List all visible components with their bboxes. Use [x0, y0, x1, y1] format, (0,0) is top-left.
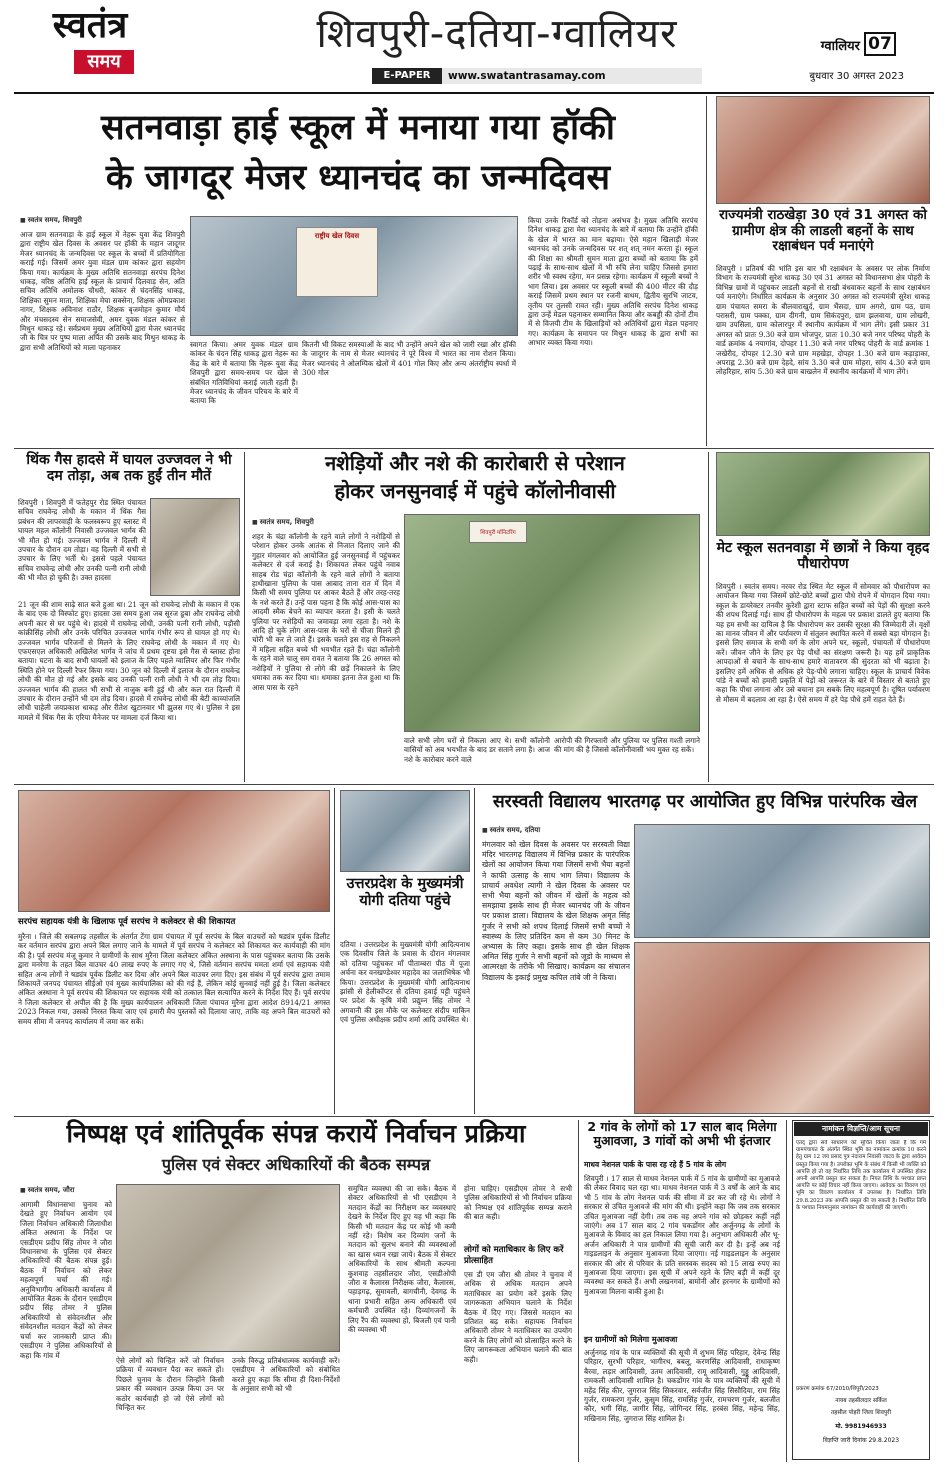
story3-photo [150, 498, 240, 596]
story3-body1: शिवपुरी । शिवपुरी में फतेहपुर रोड स्थित पंचायत सचिव राघवेन्द्र लोधी के मकान में थिंक गैस प्रबंधन की लापरवाही के फलस्वरूप हुए ब्लास्ट में घायल महल कॉलोनी निवासी उज्जवल भार्गव की भी मौत हो गई। उज्जवल भार्गव ने दिल्ली में उपचार के दौरान दम तोड़ा। वह दिल्ली में सभी से उपचार के लिए भर्ती थे। इससे पहले पंचायत सचिव राघवेन्द्र लोधी और उनकी पत्नी रानी लोधी की भी मौत हो चुकी है। उक्त हादसा [18, 498, 146, 583]
notice-signature: तहसील पोहरी जिला शिवपुरी [830, 1410, 892, 1416]
story10-subhead2: इन ग्रामीणों को मिलेगा मुआवजा [584, 1335, 678, 1344]
story7-body: दतिया । उत्तरप्रदेश के मुख्यमंत्री योगी आदित्यनाथ एक दिवसीय जिले के प्रवास के दौरान मंगलवार को दतिया पहुंचकर माँ पीताम्बरा पीठ में पूजा अर्चना कर वनखण्डेश्वर महादेव का जलाभिषेक भी किया। उत्तरप्रदेश के मुख्यमंत्री योगी आदित्यनाथ झांसी से हेलीकॉप्टर से दतिया हवाई पट्टी पहुंचने पर प्रदेश के कृषि मंत्री प्रद्युम्न सिंह तोमर ने अगवानी की इस मौके पर कलेक्टर संदीप माकिन एवं पुलिस अधीक्षक प्रदीप शर्मा आदि उपस्थित थे। [340, 940, 470, 1025]
notice-body: एतद् द्वारा सर्व साधारण को सूचित किया जाता है कि गर्म ग्रामपंचायत के अंतर्गत स्थित भूमि का नामांकन क्रमांक 10 करने हेतु ग्राम 12 जय प्रसाद पुत्र नंदाराम निवासी जाटव के द्वारा आवेदन प्रस्तुत किया गया है। उपरोक्त भूमि के संबंध में किसी भी व्यक्ति को आपत्ति हो तो वह निर्धारित तिथि तक कार्यालय में उपस्थित होकर अपनी आपत्ति प्रस्तुत कर सकता है। नियत तिथि के पश्चात प्राप्त आपत्ति पर कोई विचार नहीं किया जाएगा। आवेदक का विवरण एवं भूमि का विवरण कार्यालय में उपलब्ध है। निर्धारित तिथि 29.8.2023 तक आपत्ति प्रस्तुत की जा सकती है। निर्धारित तिथि के पश्चात नियमानुसार नामांकन की कार्यवाही की जाएगी। [796, 1140, 926, 1211]
logo [28, 6, 152, 80]
story4-headline-line1: नशेड़ियों और नशे की कारोबारी से परेशान [325, 451, 625, 475]
story4-col1: शहर के चंद्रा कॉलोनी के रहने वाले लोगों ने नशेड़ियों से परेशान होकर उनके आतंक से निजात दिलाए जाने की गुहार मंगलवार को आयोजित हुई जनसुनवाई में पहुंचकर कलेक्टर से दर्ज कराई है। शिकायत लेकर पहुंचे नवाब साहब रोड चंद्रा कॉलोनी के रहने वाले लोगों ने बताया हाथीखाना पुलिया के पास आबाद ताना रात में दिन में किसी भी समय पुलिया पर आकर बैठते हैं और तरह-तरह के नशे करते हैं। उन्हें पास पहना है कि कोई आस-पास का आदमी स्मैक बेचने का व्यापार करता है। इसी के चलते पुलिया पर नशेड़ियों का जमावड़ा लगा रहता है। नशे के आदि हो चुके लोग आस-पास के घरों से चीजा मिलने ही चोरी भी कर ले जाते हैं। इसके चलते इस राह से निकलने में महिला सहित बच्चे भी भयभीत रहते हैं। चंद्रा कॉलोनी के रहने वाले चालू सम रावत ने बताया कि 26 अगस्त को नशेड़ियों ने पुलिया से लोगे की छड़ें निकालने के लिए धमाका तक कर दिया था। धमाका इतना तेज हुआ था कि आस पास के रहने [252, 532, 400, 692]
story3-headline: थिंक गैस हादसे में घायल उज्जवल ने भी दम तोड़ा, अब तक हुईं तीन मौतें [26, 452, 232, 485]
logo-top-text: स्वतंत्र [52, 5, 128, 46]
city-label: ग्वालियर [820, 39, 860, 54]
story1-byline: ■ स्वतंत्र समय, शिवपुरी [20, 216, 82, 225]
story9-headline: निष्पक्ष एवं शांतिपूर्वक संपन्न करायें निर्वाचन प्रक्रिया [66, 1119, 526, 1148]
story9-col1: आगामी विधानसभा चुनाव को देखते हुए निर्वाचन आयोग एवं जिला निर्वाचन अधिकारी जिलाधीश अंकित अस्थाना के निर्देश पर एसडीएम प्रदीप सिंह तोमर ने जौरा विधानसभा के पुलिस एवं सेक्टर अधिकारियों की बैठक संपन्न हुई। बैठक में निर्वाचन को लेकर महत्वपूर्ण चर्चा की गई। अनुविभागीय अधिकारी कार्यालय में आयोजित बैठक के दौरान एसडीएम प्रदीप सिंह तोमर ने पुलिस अधिकारियों से संवेदनशील और संवेदनशील मतदान केंद्रों को लेकर चर्चा कर जानकारी प्राप्त की। एसडीएम ने पुलिस अधिकारियों से कहा कि गांव में [20, 1200, 112, 1360]
story7-photo [340, 790, 470, 872]
story10-divider [786, 1120, 787, 1462]
story9-byline: ■ स्वतंत्र समय, जौरा [20, 1186, 74, 1195]
banner-sign-text: शिवपुरी मॉनिटरिंग [480, 530, 516, 536]
notice-title: नामांकन विज्ञप्ति/आम सूचना [794, 1122, 928, 1136]
notice-issued: विज्ञप्ति जारी दिनांक 29.8.2023 [822, 1437, 900, 1444]
banner-sign [469, 521, 527, 543]
story5-photo [716, 452, 930, 536]
story1-col3: कितनी भी विकट समस्याओं के बाद भी उन्होंने अपने खेल को जारी रखा और हॉकी के जादूगर के नाम से मेजर ध्यानचंद ने पूरे विश्व में भारत का नाम रोशन किया। मेजर ध्यानचंद ने ओलम्पिक खेलों में 401 गोल किए और अन्य अंतर्राष्ट्रीय स्पर्धा में 300 गोल [302, 340, 516, 378]
story5-headline: मेट स्कूल सतनवाड़ा में छात्रों ने किया वृहद पौधारोपण [716, 540, 930, 573]
row2-rule [14, 784, 934, 785]
banner-board [296, 227, 378, 297]
story4-col3: आरोपी की गिरफ्तारी और पुलिया पर पुलिस गश्ती लगाने की मांग की है जिससे कॉलोनीवासी भय मुक्त रह सकें। [554, 736, 700, 755]
edition-title: शिवपुरी-दतिया-ग्वालियर [316, 11, 678, 57]
story10-subhead: माधव नेशनल पार्क के पास रह रहे हैं 5 गांव के लोग [584, 1160, 727, 1169]
masthead-rule [14, 92, 934, 94]
story9-photo [116, 1184, 340, 1352]
story6-body: मुरैना । जिले की सबलगढ़ तहसील के अंतर्गत टेंगा ग्राम पंचायत में पूर्व सरपंच के बिल वाउचरों को षड्यंत्र पूर्वक डिलीट कर वर्तमान सरपंच द्वारा अपने बिल लगाए जाने के मामले में पूर्व सरपंच ने कलेक्टर को शिकायत कर कार्यवाही की मांग की है। पूर्व सरपंच मंजू कुमार ने ग्रामीणों के साथ मुरैना जिला कलेक्टर अंकित अस्थाना के पास पहुंचकर बताया कि उसके द्वारा मनरेगा के तहत बिल वाउचर 40 लाख रुपए के लगाए गए थे, जिसे वर्तमान सरपंच ममता शर्मा एवं सहायक यंत्री सहित अन्य लोगों ने षड्यंत्र पूर्वक डिलीट कर दिया और अपने बिल वाउचर लगा दिए। इस संबंध में पूर्व सरपंच द्वारा तमाम शिकायतें जनपद पंचायत सीईओ एवं मुख्य कार्यपालिका को की गई हैं, लेकिन कोई सुनवाई नहीं हुई है। जिला कलेक्टर अंकित अस्थाना ने पूर्व सरपंच की शिकायत पर सहायक यंत्री को तत्काल बिल सत्यापित करने के निर्देश दिए हैं। पूर्व सरपंच ने जिला कलेक्टर से अपील की है कि मुख्य कार्यपालन अधिकारी जिला पंचायत मुरैना द्वारा आदेश 8914/21 अगस्त 2023 निकल गया, उसको निरस्त किया जाए एवं हमारी मैप पुस्तकों को दिलाया जाए, ताकि वह अपने बिल वाउचरों को समय सीमा में जनपद कार्यालय में जमा कर सकें। [18, 932, 330, 1026]
website-link[interactable]: www.swatantrasamay.com [448, 70, 606, 82]
story1-col4: किया उनके रिकॉर्ड को तोड़ना असंभव है। मुख्य अतिथि सरपंच दिनेश धाकड़ द्वारा मेरा ध्यानचंद के बारे में बताया कि उन्होंने हॉकी के खेल में भारत का मान बढ़ाया। ऐसे महान खिलाड़ी मेजर ध्यानचंद को उनके जन्मदिवस पर शत्‌ शत्‌ नमन करता हूं। स्कूल की शिक्षा का श्रीमती सुमन माता द्वारा बच्चों को बताया कि हमें पढ़ाई के साथ-साथ खेलों में भी रुचि लेना चाहिए जिससे हमारा शरीर भी स्वस्थ रहेगा, मन प्रसन्न रहेगा। कार्यक्रम में स्कूली बच्चों ने भाग लिया। इस अवसर पर स्कूली बच्चों की 400 मीटर की दौड़ कराई जिसमें प्रथम स्थान पर रजनी बाथम, द्वितीय सुरभि जाटव, तृतीय पर तुलसी रावत रही। मुख्य अतिथि सरपंच दिनेश धाकड़ द्वारा उन्हें मेडल पहनाकर सम्मानित किया और कबड्डी की दोनों टीम में से विजयी टीम के खिलाड़ियों को अतिथियों द्वारा मेडल पहनाए गए। कार्यक्रम के समापन पर मिथुन धाकड़ के द्वारा सभी का आभार व्यक्त किया गया। [528, 216, 698, 348]
notice-case-no: प्रकरण क्रमांक 67/2010/शिपुरी/2023 [796, 1386, 879, 1392]
story9-subheadline: पुलिस एवं सेक्टर अधिकारियों की बैठक सम्पन्न [161, 1155, 431, 1174]
story8-byline: ■ स्वतंत्र समय, दतिया [482, 826, 540, 835]
story4-headline-line2: होकर जनसुनवाई में पहुंचे कॉलोनीवासी [334, 479, 616, 503]
story8-photo-bottom [634, 942, 930, 1114]
story2-photo [716, 96, 930, 204]
masthead [0, 0, 945, 92]
story7-headline: उत्तरप्रदेश के मुख्यमंत्री योगी दतिया पहुंचे [346, 876, 464, 909]
story9-col3: उनके विरुद्ध प्रतिबंधात्मक कार्यवाही करें। एसडीएम ने अधिकारियों को संबोधित करते हुए कहा कि सीमा ही दिशा-निर्देशों के अनुसार सभी को भी [232, 1356, 340, 1394]
story4-photo [404, 514, 700, 732]
story6-caption: सरपंच सहायक यंत्री के खिलाफ पूर्व सरपंच ने कलेक्टर से की शिकायत [18, 917, 236, 927]
story9-col4: समुचित व्यवस्था की जा सके। बैठक में सेक्टर अधिकारियों से भी एसडीएम ने मतदान केंद्रों का निरीक्षण कर व्यवस्थाएं देखने के निर्देश दिए हुए यह भी कहा कि किसी भी मतदान केंद्र पर कोई भी कमी नहीं रहे। विशेष कर दिव्यांग जनों के मतदान को सुलभ बनाने की व्यवस्थाओं का खास ध्यान रखा जाये। बैठक में सेक्टर अधिकारियों के साथ श्रीमती कल्पना कुशवाह तहसीलदार जौरा, एसडीओपी जौरा व कैलारस निरीक्षक जौरा, कैलारस, पहाड़गढ़, सुमावली, बागचीनी, देवगढ़ के थाना प्रभारी सहित अन्य अधिकारी एवं कर्मचारी उपस्थित रहे। दिव्यांगजनों के लिए रैंप की व्यवस्था हो, बिजली एवं पानी की व्यवस्था भी [348, 1184, 456, 1335]
story1-photo [190, 216, 518, 336]
page-number: 07 [864, 32, 896, 56]
story6-photo [18, 790, 330, 912]
story10-body2: अर्जुनगढ़ गांव के पात्र व्यक्तियों की सूची में शुभम सिंह परिहार, देवेन्द्र सिंह परिहार, सुरभी परिहार, भागीरथ, बबलू, करणसिंह आदिवासी, राधाकृष्ण बैरवा, लड़ार आदिवासी, उतम आदिवासी, रामू आदिवासी, गुड्डू आदिवासी, रामकली आदिवासी शामिल है। चकडोंगर गांव के पात्र व्यक्तियों की सूची में महेंद्र सिंह कीर, जुगराज सिंह सिकरवार, सर्वजीत सिंह सिसौदिया, राम सिंह गुर्जर, रामकरण गुर्जर, कुसुम सिंह, रामसिंह गुर्जर, रामचरण गुर्जर, बलजीत कौर, भगी सिंह, जागीर सिंह, जोगिन्दर सिंह, हरबंस सिंह, महेन्द्र सिंह, मखिनाम सिंह, जुगराज सिंह शामिल है। [584, 1348, 780, 1423]
story1-headline-line2: के जागदूर मेजर ध्यानचंद का जन्मदिवस [105, 158, 611, 198]
story4-divider [708, 452, 709, 782]
story8-body: मंगलवार को खेल दिवस के अवसर पर सरस्वती विद्या मंदिर भारतगढ़ विद्यालय में विभिन्न प्रकार के पारंपरिक खेलों का आयोजन किया गया जिसमें सभी भैया बहनों ने काफी उत्साह के साथ भाग लिया। विद्यालय के प्राचार्य अवधेश त्यागी ने खेल दिवस के अवसर पर सभी भैया बहनों को जीवन में खेलों के महत्व को समझाया इसके साथ ही मेजर ध्यानचंद जी के जीवन पर प्रकाश डाला। विद्यालय के खेल शिक्षक अमृत सिंह गुर्जर ने सभी को शपथ दिलाई जिसमें सभी बच्चों ने स्वास्थ्य के लिए प्रतिदिन कम से कम 30 मिनट के अभ्यास के लिए कहा। इसके साथ ही खेल शिक्षक अमित सिंह गुर्जर ने सभी बहनों को जूडो के माध्यम से आत्मरक्षा के तरीके भी सिखाए। कार्यक्रम का संचालन विद्यालय के इकाई प्रमुख कपिल तांबे जी ने किया। [482, 840, 630, 982]
story6-divider [334, 788, 335, 1114]
story2-headline: राज्यमंत्री राठखेड़ा 30 एवं 31 अगस्त को ग्रामीण क्षेत्र की लाडली बहनों के साथ रक्षाबंधन पर्व मनाएंगे [719, 207, 927, 255]
story1-divider [706, 96, 707, 446]
logo-bottom-text: समय [74, 50, 134, 74]
story10-headline: 2 गांव के लोगों को 17 साल बाद मिलेगा मुआवजा, 3 गांवों को अभी भी इंतजार [587, 1119, 777, 1149]
story1-col1: आज ग्राम सतनवाड़ा के हाई स्कूल में नेहरू युवा केंद्र शिवपुरी द्वारा राष्ट्रीय खेल दिवस के अवसर पर हॉकी के महान जादूगर मेजर ध्यानचंद के जन्मदिवस पर स्कूल के बच्चों में प्रतियोगिता कराई गई। जिसमें अमर युवा मंडल ग्राम कांकर द्वारा सहयोग किया गया। कार्यक्रम के मुख्य अतिथि सतनवाड़ा सरपंच दिनेश धाकड़, वरिष्ठ अतिथि हाई स्कूल के प्राचार्य दिलवाड़ सेन, अति सचिव अतिथि अमोलक चौधरी, कांकर से चंदनसिंह धाकड़, शिक्षिका सुमन माता, शिक्षिका मेघा सक्सेना, शिक्षक ओमप्रकाश नागर, शिक्षक अविनाश राठौर, शिक्षक बृजमोहन कुमार मौर्य और मंचसदस्य सेन समाजसेवी, अमर युवक मंडल कांकर से मिथुन धाकड़ रहे। सर्वप्रथम मुख्य अतिथियों द्वारा मेजर ध्यानचंद जी के चित्र पर पुष्प माला अर्पित की उसके बाद मिथुन धाकड़ के द्वारा सभी अतिथियों को माला पहनाकर [20, 230, 185, 352]
story8-headline: सरस्वती विद्यालय भारतगढ़ पर आयोजित हुए विभिन्न पारंपरिक खेल [492, 792, 918, 812]
row3-rule [14, 1116, 934, 1117]
story3-body2: 21 जून की शाम साढ़े सात बजे हुआ था। 21 जून को राघवेन्द्र लोधी के मकान में एक के बाद एक दो विस्फोट हुए। हादसा उस समय हुआ जब सूरज डूबा और राघवेन्द्र लोधी अपनी कार से घर पहुंचे थे। हादसे में राघवेन्द्र लोधी, उनकी पत्नी रानी लोधी, पड़ौसी कांक्रीसिंह लोधी और उनके परिचित उज्जवल भार्गव गंभीर रूप से घायल हो गए थे। उज्जवल भार्गव परिजनों से मिलने के लिए राघवेन्द्र लोधी के मकान में गए थे। एफएसएल अधिकारी अखिलेश भार्गव ने जांच में प्रथम दृष्टया इसे गैस से ब्लास्ट होना बताया। घटना के बाद सभी घायलों को इलाज के लिए पहले ग्वालियर और फिर गंभीर स्थिति होने पर दिल्ली रैफर किया गया। 30 जून को दिल्ली में इलाज के दौरान राघवेन्द्र लोधी की मौत हो गई और इसके बाद उनकी पत्नी रानी लोधी ने भी दम तोड़ दिया। उज्जवल भार्गव की हालत भी सभी से नाजुक बनी हुई थी और कल रात दिल्ली में उपचार के दौरान उन्होंने भी दम तोड़ दिया। हादसे में राघवेन्द्र लोधी की बेटी काव्यांजलि लोधी चाहेली जयप्रकाश धाकड़ और रीतेश खुटानवार भी झुलस गए थे। पुलिस ने इस मामले में थिंक गैस के एरिया मैनेजर पर मामला दर्ज किया था। [18, 600, 240, 722]
row1-rule [14, 448, 934, 449]
notice-office: नायब तहसीलदार सर्किल [835, 1398, 887, 1404]
story9-divider [578, 1120, 579, 1462]
story1-col2: स्वागत किया। अमर युवक मंडल ग्राम कांकर के चंदन सिंह धाकड़ द्वारा नेहरू का केंद्र के बारे में बताया कि नेहरू युवा केंद्र शिवपुरी द्वारा समय-समय पर खेल से संबंधित गतिविधियां कराई जाती रहती हैं। मेजर ध्यानचंद के जीवन परिचय के बारे में बताया कि [190, 340, 298, 406]
story7-divider [474, 788, 475, 1114]
story2-body: शिवपुरी । प्रतिवर्ष की भांति इस बार भी रक्षाबंधन के अवसर पर लोक निर्माण विभाग के राज्यमंत्री सुरेश धाकड़ 30 एवं 31 अगस्त को विधानसभा क्षेत्र पोहरी के विभिन्न ग्रामों में पहुंचकर लाडली बहनों से राखी बंधवाकर बहनों के साथ रक्षाबंधन पर्व मनाएंगे। निर्धारित कार्यक्रम के अनुसार 30 अगस्त को राज्यमंत्री सुरेश धाकड़ ग्राम पंचायत समरा के बीलवाराखुर्द, ग्राम भैंसदा, ग्राम अगरो, ग्राम पठ, ग्राम परासरी, ग्राम पक्का, ग्राम दीगनी, ग्राम सिकंदपुरा, ग्राम झलवाया, ग्राम लोखरी, ग्राम उपसिला, ग्राम कोलारपुर में स्थानीय कार्यक्रम में भाग लेंगे। इसी प्रकार 31 अगस्त को प्रातः 9.30 बजे ग्राम भोजपुर, प्रातः 10.30 बजे नगर परिषद पोहरी के वार्ड क्रमांक 4 नयागांव, दोपहर 11.30 बजे नगर परिषद पोहरी के वार्ड क्रमांक 1 जखेरीद, दोपहर 12.30 बजे ग्राम महखेड़ा, दोपहर 1.30 बजे ग्राम कड़ाड़ाका, अपराह्न 2.30 बजे ग्राम देहदे, सांय 3.30 बजे ग्राम मोहरा, सांय 4.30 बजे ग्राम लोहरिहार, सांय 5.30 बजे ग्राम बाखलेन में स्थानीय कार्यक्रमों में भाग लेंगे। [716, 264, 930, 377]
story9-col6: एस डी एम जौरा श्री तोमर ने चुनाव में अधिक से अधिक मतदान अपने मताधिकार का प्रयोग करें इसके लिए जागरूकता अभियान चलाने के निर्देश बैठक में दिए गए। जिससे मतदान का प्रतिशत बढ़ सके। सहायक निर्वाचन अधिकारी तोमर ने मताधिकार का उपयोग करने के लिए लोगों को प्रोत्साहित करने के लिए जागरूकता अभियान चलाने की बात कही। [464, 1270, 572, 1364]
story9-subhead2: लोगों को मताधिकार के लिए करें प्रोत्साहित [464, 1245, 564, 1266]
story9-col2: ऐसे लोगों को चिन्हित करें जो निर्वाचन प्रक्रिया में व्यवधान पैदा कर सकते हों। पिछले चुनाव के दौरान जिन्होंने किसी प्रकार की व्यवधान उत्पन्न किया उन पर कठोर कार्यवाही हो जो ऐसे लोगों को चिन्हित कर [116, 1356, 224, 1413]
story10-body1: शिवपुरी । 17 साल से माधव नेशनल पार्क में 5 गांव के ग्रामीणों का मुआवजे की लेकर विवाद चल रहा था। माधव नेशनल पार्क में 3 वर्षों के आने के बाद भी 5 गांव के लोग नेशनल पार्क की सीमा में डर कर जी रहे थे। लोगों ने सरकार से उचित मुआवजे की मांग की थी। इन्होंने कहा कि जब तक सरकार उचित मुआवजा नहीं देगी। तब तक वह अपने गांव को छोड़कर कहीं नहीं जाएंगे। अब 17 साल बाद 2 गांव चकडोंगर और अर्जुनगढ़ के लोगों के मुआवजे के विवाद का हल निकाल लिया गया है। अनुभाग अधिकारी और भू- अर्जन अधिकारी ने पात्र ग्रामीणों की सूची जारी कर दी है। इन्हें अब नई गाइडलाइन के अनुसार मुआवजा दिया जाएगा। नई गाइडलाइन के अनुसार सरकार की ओर से परिवार के प्रति सरस्वक सदस्य को 15 लाख रुपए का मुआवजा दिया जाएगा। इस सूची में अपने रहने के लिए बड़ी में कहीं दूर व्यवस्था कर सकते हैं। अभी लखनगवां, बामोनी और हरनगर के ग्रामीणों को मुआवजा मिलना बाकी हुआ है। [584, 1174, 780, 1296]
date-label: बुधवार 30 अगस्त 2023 [809, 71, 904, 82]
banner-board-text: राष्ट्रीय खेल दिवस [314, 232, 360, 240]
notice-phone: मो. 9981946933 [835, 1423, 887, 1430]
epaper-label: E-PAPER [372, 68, 442, 84]
story5-body: शिवपुरी । स्वतंत्र समय। नरवर रोड स्थित मेट स्कूल में सोमवार को पौधारोपण का आयोजन किया गया जिसमें छोटे-छोटे बच्चों द्वारा पौधे रोपने में योगदान दिया गया। स्कूल के डायरेक्टर तनवीर कुरेशी द्वारा स्टाफ सहित बच्चों को पेड़ों की सुरक्षा करने की शपथ दिलाई गई। साथ ही पौधारोपण के महत्व पर प्रकाश डालते हुए बताया कि यह हम सभी का दायित्व है कि पौधारोपण कर उसकी सुरक्षा की जिम्मेदारी लें। वृक्षों का मानव जीवन में और पर्यावरण में संतुलन स्थापित करने में सबसे बड़ा योगदान है। इससे लिए समाज के सभी वर्ग के लोग अपने घर, स्कूलों, पंचायतों में पौधारोपण करें। जीवन जीने के लिए हर पेड़ पौधों का संरक्षण जरूरी है। यह हमें प्राकृतिक आपदाओं से बचाने के साथ-साथ हमारे वातावरण की सुंदरता को भी बढ़ाता है। इसलिए हमें अधिक से अधिक हरे पेड़-पौधे लगाना चाहिए। स्कूल के प्राचार्य विवेक पांडे ने बच्चों को हमारी प्रकृति में पेड़ों को जरूरत के बारे में विस्तार से बताते हुए कहा कि पौधा लगाना और उसे बचाना हम सबके लिए महत्वपूर्ण है। दूषित पर्यावरण से मौसम में बदलाव आ रहा है। ऐसे समय में हरे पेड़ पौधे हमें राहत देते हैं। [716, 582, 930, 704]
story4-col2: वाले सभी लोग घरों से निकला आए थे। सभी कॉलोनी वासियों को अब भयभीत के बाद डर सताने लगा है। आज नशे के कारोबार करने वाले [404, 736, 550, 764]
story4-byline: ■ स्वतंत्र समय, शिवपुरी [252, 518, 314, 527]
story1-headline-line1: सतनवाड़ा हाई स्कूल में मनाया गया हॉकी [101, 108, 615, 148]
story3-divider [244, 452, 245, 782]
story9-col5: होना चाहिए। एसडीएम तोमर ने सभी पुलिस अधिकारियों से भी निर्वाचन प्रक्रिया को निष्पक्ष एवं शांतिपूर्वक सम्पन्न कराने की बात कही। [464, 1184, 572, 1222]
story8-photo-top [634, 824, 930, 938]
